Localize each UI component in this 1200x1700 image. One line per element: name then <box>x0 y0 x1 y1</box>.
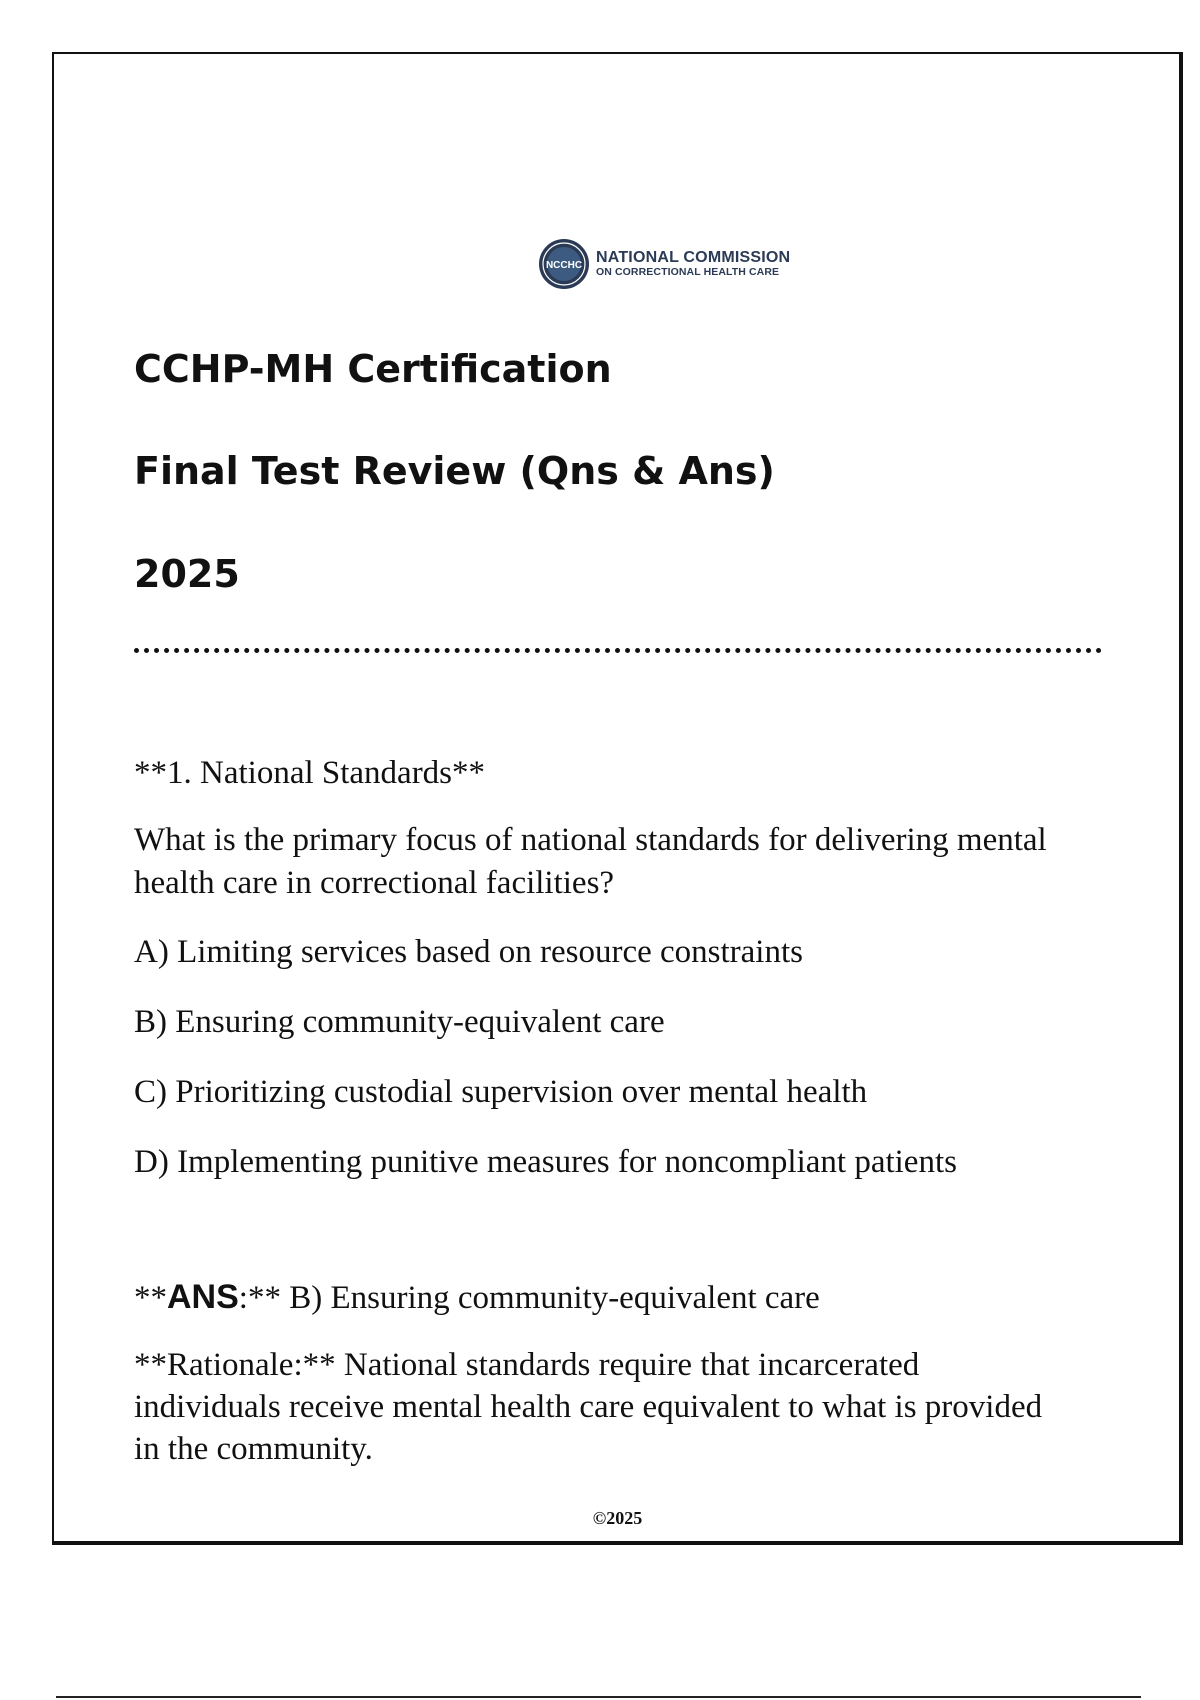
option-d: D) Implementing punitive measures for noncompliant patients <box>134 1144 957 1180</box>
document-title: CCHP-MH Certification <box>134 347 612 391</box>
question-text: What is the primary focus of national standards for delivering mental health care in correctional facilities? <box>134 822 1047 901</box>
question-heading: **1. National Standards** <box>134 755 486 791</box>
option-c: C) Prioritizing custodial supervision over mental health <box>134 1074 868 1110</box>
bottom-divider <box>56 1696 1141 1698</box>
ncchc-seal-icon <box>538 238 590 290</box>
dotted-divider <box>134 648 1102 653</box>
answer-label: ANS <box>167 1278 239 1316</box>
option-a: A) Limiting services based on resource constraints <box>134 934 803 970</box>
option-b: B) Ensuring community-equivalent care <box>134 1004 665 1040</box>
answer-prefix: ** <box>134 1280 167 1316</box>
logo-line-1: NATIONAL COMMISSION <box>596 249 791 267</box>
document-year: 2025 <box>134 552 240 596</box>
logo-line-2: ON CORRECTIONAL HEALTH CARE <box>596 265 780 278</box>
ncchc-logo <box>538 238 790 290</box>
answer-line <box>134 1276 1074 1320</box>
answer-text: :** B) Ensuring community-equivalent care <box>238 1280 820 1316</box>
question-block <box>134 752 1074 1470</box>
logo-badge-text: NCCHC <box>545 260 583 271</box>
copyright-footer: ©2025 <box>592 1508 643 1528</box>
rationale-text: **Rationale:** National standards require that incarcerated individuals receive mental health care equivalent to what is provided in the community. <box>134 1347 1043 1467</box>
document-subtitle: Final Test Review (Qns & Ans) <box>134 449 775 493</box>
logo-text <box>596 250 790 278</box>
